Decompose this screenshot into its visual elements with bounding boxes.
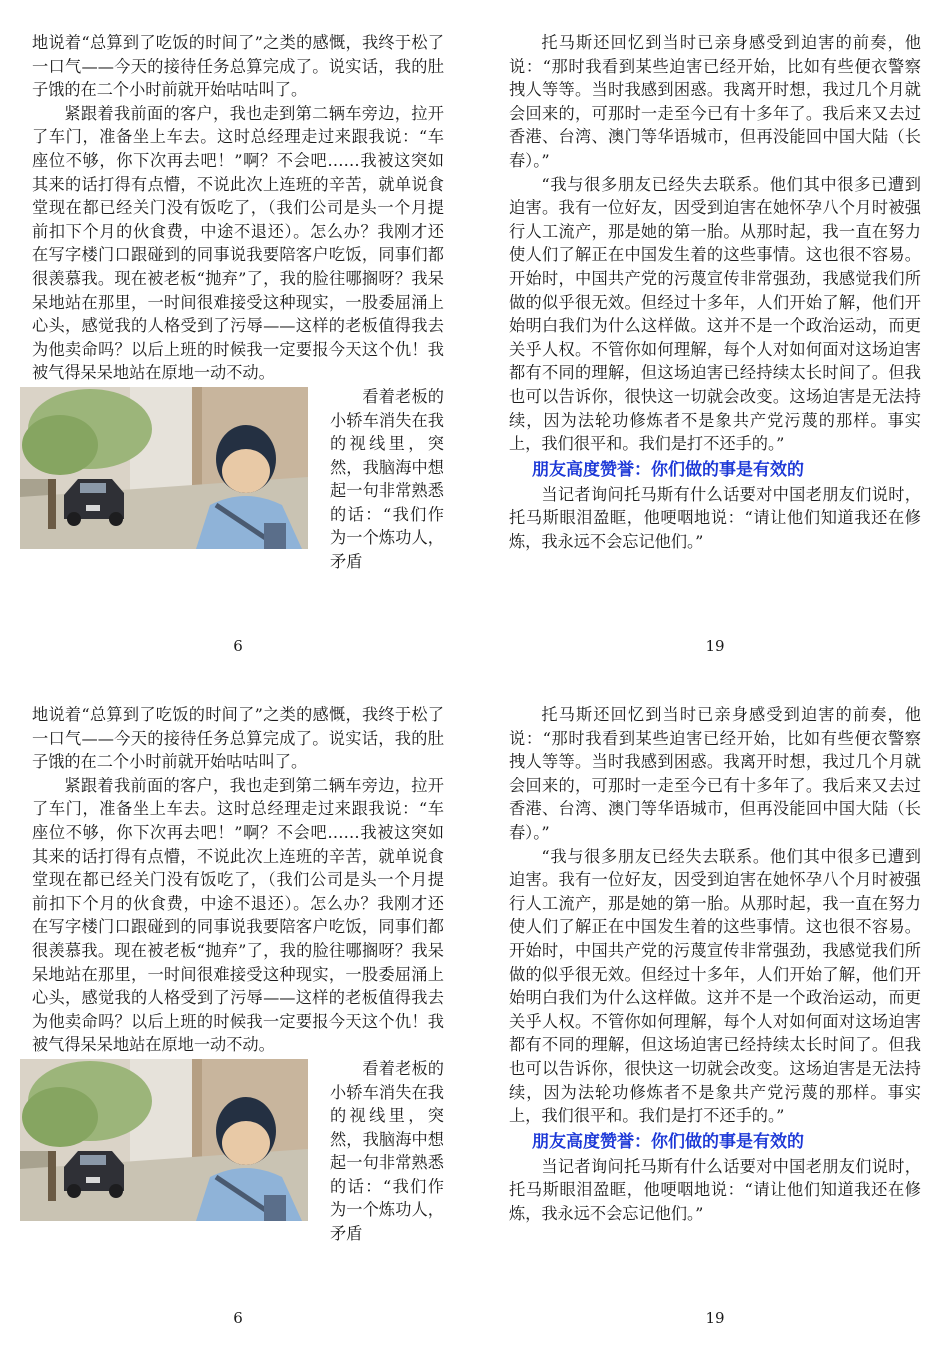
paragraph: “我与很多朋友已经失去联系。他们其中很多已遭到迫害。我有一位好友，因受到迫害在她怀孕八个月时被强行人工流产，那是她的第一胎。从那时起，我一直在努力使人们了解正在中国发生着的这些事情。这也很不容易。开始时，中国共产党的污蔑宣传非常强劲，我感觉我们所做的似乎很无效。但经过十多年，人们开始了解，他们开始明白我们为什么这样做。这并不是一个政治运动，而更关乎人权。不管你如何理解，每个人对如何面对这场迫害都有不同的理解，但这场迫害已经持续太长时间了。但我也可以告诉你，很快这一切就会改变。这场迫害是无法持续，因为法轮功修炼者不是象共产党污蔑的那样。事实上，我们很平和。我们是打不还手的。”	[509, 846, 921, 1126]
paragraph: 紧跟着我前面的客户，我也走到第二辆车旁边，拉开了车门，准备坐上车去。这时总经理走过来跟我说：“车座位不够，你下次再去吧！”啊？不会吧……我被这突如其来的话打得有点懵，不说此次上连班的辛苦，就单说食堂现在都已经关门没有饭吃了，（我们公司是头一个月提前扣下个月的伙食费，中途不退还）。怎么办？我刚才还在写字楼门口跟碰到的同事说我要陪客户吃饭，同事们都很羡慕我。现在被老板“抛弃”了，我的脸往哪搁呀？我呆呆地站在那里，一时间很难接受这种现实，一股委屈涌上心头，感觉我的人格受到了污辱——这样的老板值得我去为他卖命吗？以后上班的时候我一定要报今天这个仇！我被气得呆呆地站在原地一动不动。	[32, 775, 444, 1055]
page-number: 6	[233, 637, 243, 655]
paragraph: 当记者询问托马斯有什么话要对中国老朋友们说时，托马斯眼泪盈眶，他哽咽地说：“请让他们知道我还在修炼，我永远不会忘记他们。”	[509, 484, 921, 551]
side-paragraph: 看着老板的小轿车消失在我的视线里，突然，我脑海中想起一句非常熟悉的话：“我们作为一个炼功人，矛盾	[330, 1058, 444, 1244]
page-number: 19	[705, 637, 725, 655]
paragraph: 地说着“总算到了吃饭的时间了”之类的感慨，我终于松了一口气——今天的接待任务总算完成了。说实话，我的肚子饿的在二个小时前就开始咕咕叫了。	[32, 33, 444, 100]
section-heading: 朋友高度赞誉：你们做的事是有效的	[532, 1131, 804, 1152]
page-top-left	[32, 31, 444, 572]
figure-row	[32, 385, 444, 572]
paragraph: 地说着“总算到了吃饭的时间了”之类的感慨，我终于松了一口气——今天的接待任务总算完成了。说实话，我的肚子饿的在二个小时前就开始咕咕叫了。	[32, 705, 444, 772]
page-bottom-right	[509, 703, 921, 1225]
paragraph: 托马斯还回忆到当时已亲身感受到迫害的前奏，他说：“那时我看到某些迫害已经开始，比如有些便衣警察拽人等等。当时我感到困惑。我离开时想，我过几个月就会回来的，可那时一走至今已有十多年了。我后来又去过香港、台湾、澳门等华语城市，但再没能回中国大陆（长春）。”	[509, 705, 921, 842]
paragraph: 当记者询问托马斯有什么话要对中国老朋友们说时，托马斯眼泪盈眶，他哽咽地说：“请让他们知道我还在修炼，我永远不会忘记他们。”	[509, 1156, 921, 1223]
side-paragraph: 看着老板的小轿车消失在我的视线里，突然，我脑海中想起一句非常熟悉的话：“我们作为一个炼功人，矛盾	[330, 386, 444, 572]
paragraph: “我与很多朋友已经失去联系。他们其中很多已遭到迫害。我有一位好友，因受到迫害在她怀孕八个月时被强行人工流产，那是她的第一胎。从那时起，我一直在努力使人们了解正在中国发生着的这些事情。这也很不容易。开始时，中国共产党的污蔑宣传非常强劲，我感觉我们所做的似乎很无效。但经过十多年，人们开始了解，他们开始明白我们为什么这样做。这并不是一个政治运动，而更关乎人权。不管你如何理解，每个人对如何面对这场迫害都有不同的理解，但这场迫害已经持续太长时间了。但我也可以告诉你，很快这一切就会改变。这场迫害是无法持续，因为法轮功修炼者不是象共产党污蔑的那样。事实上，我们很平和。我们是打不还手的。”	[509, 174, 921, 454]
boy-watching-car-illustration	[20, 387, 308, 549]
paragraph: 托马斯还回忆到当时已亲身感受到迫害的前奏，他说：“那时我看到某些迫害已经开始，比如有些便衣警察拽人等等。当时我感到困惑。我离开时想，我过几个月就会回来的，可那时一走至今已有十多年了。我后来又去过香港、台湾、澳门等华语城市，但再没能回中国大陆（长春）。”	[509, 33, 921, 170]
page-bottom-left	[32, 703, 444, 1244]
page-number: 6	[233, 1309, 243, 1327]
page-top-right	[509, 31, 921, 553]
boy-watching-car-illustration	[20, 1059, 308, 1221]
section-heading: 朋友高度赞誉：你们做的事是有效的	[532, 459, 804, 480]
paragraph: 紧跟着我前面的客户，我也走到第二辆车旁边，拉开了车门，准备坐上车去。这时总经理走过来跟我说：“车座位不够，你下次再去吧！”啊？不会吧……我被这突如其来的话打得有点懵，不说此次上连班的辛苦，就单说食堂现在都已经关门没有饭吃了，（我们公司是头一个月提前扣下个月的伙食费，中途不退还）。怎么办？我刚才还在写字楼门口跟碰到的同事说我要陪客户吃饭，同事们都很羡慕我。现在被老板“抛弃”了，我的脸往哪搁呀？我呆呆地站在那里，一时间很难接受这种现实，一股委屈涌上心头，感觉我的人格受到了污辱——这样的老板值得我去为他卖命吗？以后上班的时候我一定要报今天这个仇！我被气得呆呆地站在原地一动不动。	[32, 103, 444, 383]
page-number: 19	[705, 1309, 725, 1327]
figure-row	[32, 1057, 444, 1244]
